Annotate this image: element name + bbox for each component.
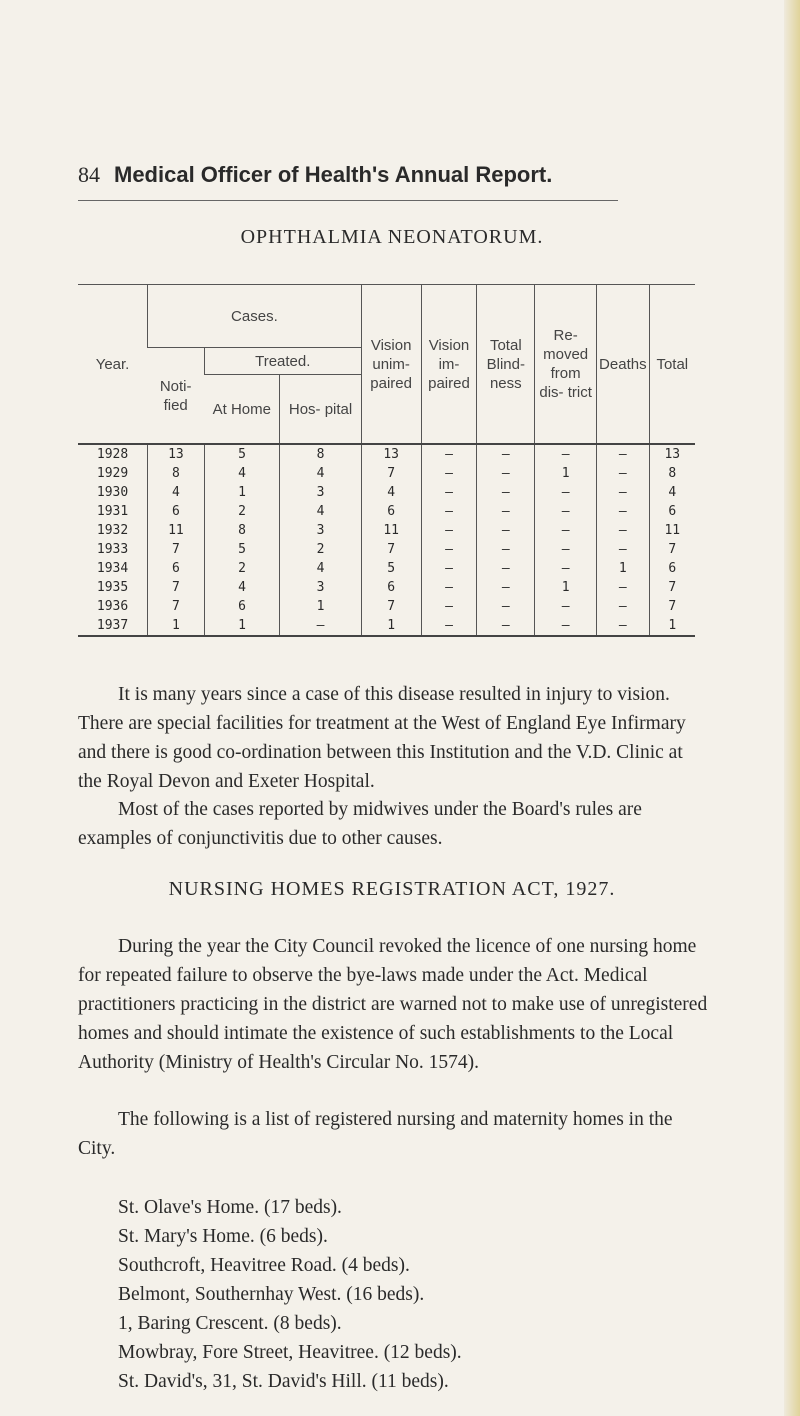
paragraph-midwives-text: Most of the cases reported by midwives under the Board's rules are examples of conjunctivitis due to other causes.: [78, 799, 642, 849]
table-cell: 7: [361, 597, 421, 616]
table-cell: 1: [597, 559, 650, 578]
table-row: [78, 616, 695, 636]
header-total: Total: [649, 285, 695, 445]
table-cell: —: [597, 464, 650, 483]
table-cell: 4: [148, 483, 205, 502]
table-cell: 4: [649, 483, 695, 502]
running-head: [78, 162, 638, 188]
table-cell: —: [477, 444, 535, 464]
table-cell: 8: [280, 444, 361, 464]
table-cell: 11: [361, 521, 421, 540]
header-cases: Cases.: [148, 285, 362, 348]
table-cell: —: [421, 559, 477, 578]
table-cell: 1928: [96, 447, 129, 462]
paragraph-injury-text: It is many years since a case of this disease resulted in injury to vision. There are special facilities for treatment at the West of England Eye Infirmary and there is good co-ordination between this Institution and the V.D. Clinic at the Royal Devon and Exeter Hospital.: [78, 684, 686, 792]
table-cell: 1931: [96, 504, 129, 519]
table-cell: 2: [204, 559, 280, 578]
section-title-ophthalmia: OPHTHALMIA NEONATORUM.: [240, 226, 544, 248]
table-cell: —: [477, 464, 535, 483]
table-cell: 7: [649, 597, 695, 616]
table-cell: 7: [148, 597, 205, 616]
table-cell: —: [421, 444, 477, 464]
table-cell: —: [597, 616, 650, 636]
table-cell: —: [477, 578, 535, 597]
table-cell: 7: [148, 578, 205, 597]
table-cell: 2: [204, 502, 280, 521]
table-cell: —: [535, 502, 597, 521]
table-cell: —: [535, 444, 597, 464]
paragraph-homes-intro-text: The following is a list of registered nursing and maternity homes in the City.: [78, 1109, 673, 1159]
table-cell: 7: [361, 464, 421, 483]
table-row: [78, 578, 695, 597]
table-cell: 4: [204, 578, 280, 597]
list-item: Southcroft, Heavitree Road. (4 beds).: [118, 1255, 410, 1276]
header-removed: Re- moved from dis- trict: [535, 285, 597, 445]
table-cell: 1: [535, 578, 597, 597]
table-row: [78, 559, 695, 578]
table-cell: 3: [280, 521, 361, 540]
table-cell: 11: [148, 521, 205, 540]
table-cell: 1: [204, 616, 280, 636]
table-cell: —: [477, 483, 535, 502]
table-row: [78, 521, 695, 540]
table-cell: —: [535, 540, 597, 559]
table-row: [78, 483, 695, 502]
paragraph-homes-intro: [78, 1105, 708, 1163]
table-cell: 8: [204, 521, 280, 540]
table-cell: —: [597, 521, 650, 540]
header-vision-impaired: Vision im- paired: [421, 285, 477, 445]
table-cell: 6: [361, 578, 421, 597]
table-cell: 2: [280, 540, 361, 559]
table-cell: —: [535, 616, 597, 636]
header-treated: Treated.: [204, 348, 361, 375]
list-item: St. Mary's Home. (6 beds).: [118, 1226, 328, 1247]
table-cell: —: [421, 578, 477, 597]
table-cell: 1930: [96, 485, 129, 500]
table-body: [78, 444, 695, 636]
table-cell: —: [421, 464, 477, 483]
table-cell: 5: [204, 540, 280, 559]
table-cell: 1936: [96, 599, 129, 614]
table-cell: —: [477, 616, 535, 636]
paragraph-licence: [78, 932, 708, 1077]
table-row: [78, 444, 695, 464]
table-cell: 7: [649, 578, 695, 597]
table-cell: 1929: [96, 466, 129, 481]
table-cell: —: [477, 521, 535, 540]
table-cell: —: [477, 559, 535, 578]
table-cell: —: [597, 597, 650, 616]
table-cell: 5: [204, 444, 280, 464]
paragraph-midwives: [78, 795, 708, 853]
table-cell: 8: [148, 464, 205, 483]
table-cell: 1: [204, 483, 280, 502]
table-cell: —: [597, 483, 650, 502]
header-at-home: At Home: [204, 375, 280, 445]
table-row: [78, 502, 695, 521]
table-cell: 5: [361, 559, 421, 578]
list-item: Belmont, Southernhay West. (16 beds).: [118, 1284, 425, 1305]
table-cell: —: [421, 502, 477, 521]
table-cell: 6: [148, 559, 205, 578]
table-cell: 7: [361, 540, 421, 559]
table-cell: 4: [204, 464, 280, 483]
ophthalmia-table: [78, 284, 695, 637]
table-cell: 1: [535, 464, 597, 483]
header-vision-unimpaired: Vision unim- paired: [361, 285, 421, 445]
table-cell: —: [535, 559, 597, 578]
table-cell: 6: [361, 502, 421, 521]
table-cell: 6: [649, 502, 695, 521]
table-cell: 4: [361, 483, 421, 502]
table-cell: 7: [148, 540, 205, 559]
table-cell: —: [280, 616, 361, 636]
table-cell: 3: [280, 483, 361, 502]
table-cell: —: [477, 597, 535, 616]
page-number: 84: [78, 162, 100, 187]
header-deaths: Deaths: [597, 285, 650, 445]
paragraph-injury: [78, 680, 708, 796]
table-cell: —: [597, 502, 650, 521]
table-cell: —: [477, 502, 535, 521]
running-title: Medical Officer of Health's Annual Report.: [114, 162, 553, 187]
table-cell: 11: [649, 521, 695, 540]
table-cell: 1: [649, 616, 695, 636]
table-cell: 13: [148, 444, 205, 464]
table-cell: 1937: [78, 616, 148, 636]
section-title-nursing-homes: NURSING HOMES REGISTRATION ACT, 1927.: [168, 878, 616, 900]
list-item: 1, Baring Crescent. (8 beds).: [118, 1313, 342, 1334]
table-cell: —: [421, 540, 477, 559]
table-cell: 1932: [96, 523, 129, 538]
table-cell: —: [597, 444, 650, 464]
list-item: Mowbray, Fore Street, Heavitree. (12 beds).: [118, 1342, 462, 1363]
table-cell: 1934: [96, 561, 129, 576]
table-cell: 6: [204, 597, 280, 616]
table-cell: 3: [280, 578, 361, 597]
table-cell: 4: [280, 502, 361, 521]
table-row: [78, 597, 695, 616]
table-cell: —: [421, 616, 477, 636]
header-total-blindness: Total Blind- ness: [477, 285, 535, 445]
table-cell: —: [421, 521, 477, 540]
table-cell: —: [597, 578, 650, 597]
table-cell: —: [535, 521, 597, 540]
table-cell: 1: [280, 597, 361, 616]
table-cell: —: [421, 483, 477, 502]
table-cell: 1: [361, 616, 421, 636]
table-cell: —: [421, 597, 477, 616]
homes-list: [118, 1193, 462, 1396]
table-cell: 7: [649, 540, 695, 559]
table-cell: 13: [361, 444, 421, 464]
header-notified: Noti- fied: [148, 348, 205, 445]
table-cell: 1933: [96, 542, 129, 557]
table-row: [78, 464, 695, 483]
page-edge: [784, 0, 800, 1416]
table-cell: 4: [280, 464, 361, 483]
table-cell: 8: [649, 464, 695, 483]
header-rule: [78, 200, 618, 201]
table-cell: —: [535, 597, 597, 616]
table-cell: —: [597, 540, 650, 559]
header-hospital: Hos- pital: [280, 375, 361, 445]
table-cell: 13: [649, 444, 695, 464]
table-cell: 6: [649, 559, 695, 578]
list-item: St. David's, 31, St. David's Hill. (11 beds).: [118, 1371, 449, 1392]
table-cell: 4: [280, 559, 361, 578]
table-cell: —: [535, 483, 597, 502]
table-cell: —: [477, 540, 535, 559]
paragraph-licence-text: During the year the City Council revoked the licence of one nursing home for repeated failure to observe the bye-laws made under the Act. Medical practitioners practicing in the district are warned not to make use of unregistered homes and should intimate the existence of such establishments to the Local Authority (Ministry of Health's Circular No. 1574).: [78, 936, 708, 1073]
table-cell: 6: [148, 502, 205, 521]
table-cell: 1: [148, 616, 205, 636]
table-row: [78, 540, 695, 559]
header-year: Year.: [78, 285, 148, 445]
list-item: St. Olave's Home. (17 beds).: [118, 1197, 342, 1218]
table-cell: 1935: [96, 580, 129, 595]
